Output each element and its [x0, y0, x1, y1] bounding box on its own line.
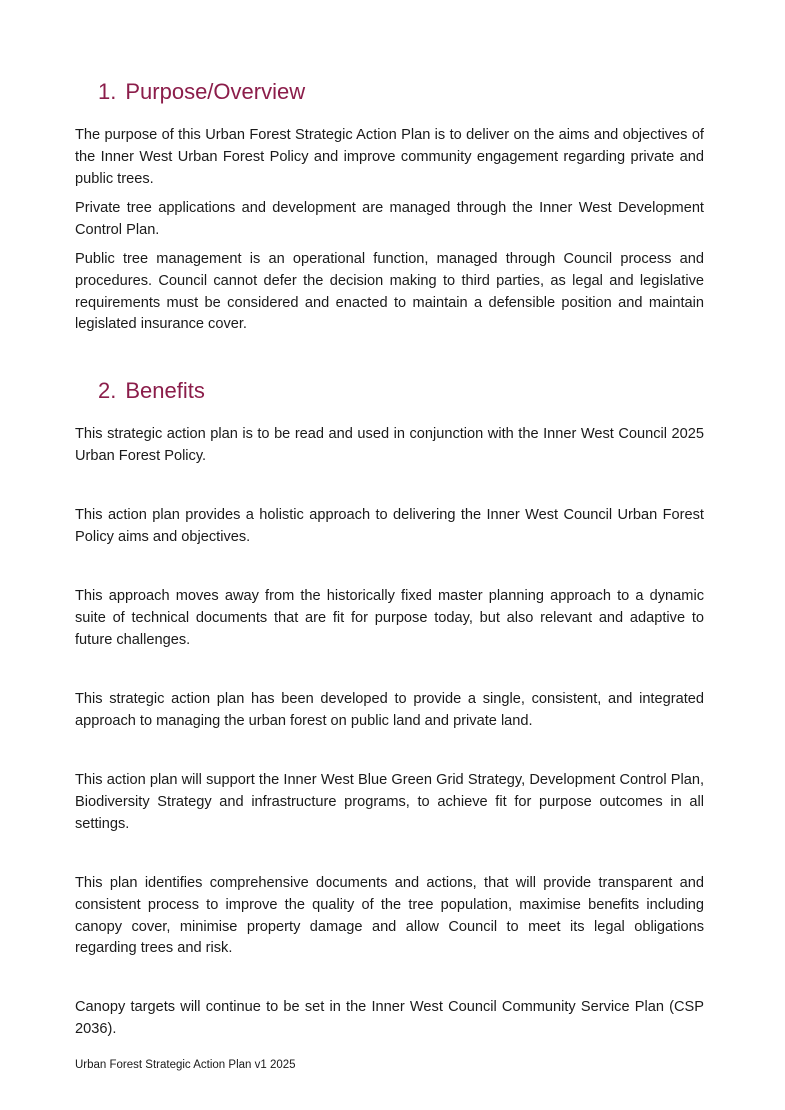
page-footer: Urban Forest Strategic Action Plan v1 2025: [75, 1059, 296, 1071]
paragraph-text: This approach moves away from the historically fixed master planning approach to a dynamic suite of technical documents that are fit for purpose today, but also relevant and adaptive to future challenges.: [75, 588, 704, 648]
paragraph-text: This strategic action plan is to be read and used in conjunction with the Inner West Council 2025 Urban Forest Policy.: [75, 426, 704, 464]
section-heading-purpose: [98, 78, 305, 106]
paragraph-text: Private tree applications and development are managed through the Inner West Development Control Plan.: [75, 200, 704, 238]
paragraph: [75, 770, 704, 835]
section-title: Benefits: [125, 378, 205, 403]
paragraph: [75, 125, 704, 190]
paragraph: [75, 997, 704, 1041]
paragraph-text: Canopy targets will continue to be set in the Inner West Council Community Service Plan (CSP 2036).: [75, 999, 704, 1037]
section-title: Purpose/Overview: [125, 79, 306, 104]
paragraph: [75, 198, 704, 242]
section-number: 2.: [98, 378, 117, 403]
section-number: 1.: [98, 79, 117, 104]
paragraph-text: The purpose of this Urban Forest Strategic Action Plan is to deliver on the aims and objectives of the Inner West Urban Forest Policy and improve community engagement regarding private and public trees.: [75, 127, 704, 187]
paragraph: [75, 873, 704, 960]
paragraph-text: This strategic action plan has been developed to provide a single, consistent, and integrated approach to managing the urban forest on public land and private land.: [75, 691, 704, 729]
section-heading-benefits: [98, 377, 205, 405]
paragraph-text: This action plan provides a holistic approach to delivering the Inner West Council Urban Forest Policy aims and objectives.: [75, 507, 704, 545]
paragraph: [75, 249, 704, 336]
paragraph-text: This action plan will support the Inner West Blue Green Grid Strategy, Development Control Plan, Biodiversity Strategy and infrastructure programs, to achieve fit for purpose outcomes in all settings.: [75, 772, 704, 832]
paragraph-text: This plan identifies comprehensive documents and actions, that will provide transparent and consistent process to improve the quality of the tree population, maximise benefits including canopy cover, minimise property damage and allow Council to meet its legal obligations regarding trees and risk.: [75, 875, 704, 957]
paragraph: [75, 424, 704, 468]
paragraph: [75, 505, 704, 549]
paragraph: [75, 689, 704, 733]
paragraph-text: Public tree management is an operational function, managed through Council process and procedures. Council cannot defer the decision making to third parties, as legal and legislative requirements must be considered and enacted to maintain a defensible position and maintain legislated insurance cover.: [75, 251, 704, 333]
paragraph: [75, 586, 704, 651]
